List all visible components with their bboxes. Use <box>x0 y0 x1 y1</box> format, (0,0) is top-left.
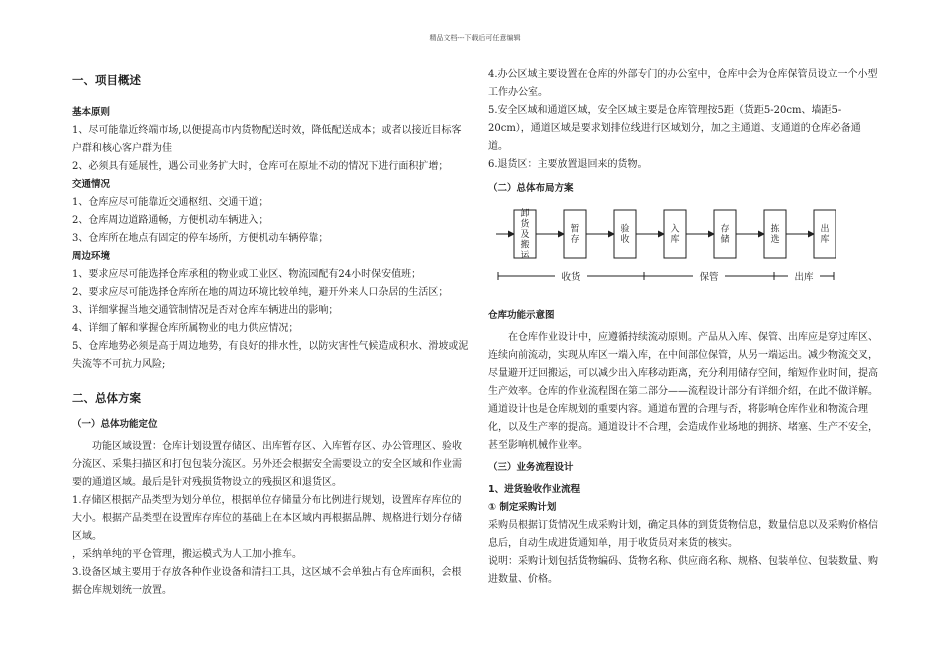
flow-1-title: 1、进货验收作业流程 <box>488 484 581 495</box>
flow-box-label: 运 <box>520 250 530 261</box>
env-item-5: 5、仓库地势必须是高于周边地势，有良好的排水性，以防灾害性气候造成积水、滑坡或泥失流等不可抗力风险; <box>72 341 469 370</box>
subsection-3-title: （三）业务流程设计 <box>488 462 574 473</box>
note-paragraph: 说明：采购计划包括货物编码、货物名称、供应商名称、规格、包装单位、包装数量、购进数量、价格。 <box>488 556 878 585</box>
phase-label: 保管 <box>699 272 719 283</box>
function-item-1: 1.存储区根据产品类型为划分单位，根据单位存储量分布比例进行规划，设置库存库位的大小。根据产品类型在设置库存库位的基础上在本区域内再根据品牌、规格进行划分存储区域。 <box>72 495 462 542</box>
flow-box-label: 搬 <box>520 240 530 251</box>
subsection-1-title: （一）总体功能定位 <box>72 419 158 430</box>
flow-box-label: 拣 <box>770 224 780 235</box>
diagram-caption: 仓库功能示意图 <box>488 310 555 321</box>
right-column <box>488 66 880 589</box>
flow-box-label: 及 <box>520 229 530 240</box>
function-item-3: 3.设备区域主要用于存放各种作业设备和清扫工具，这区域不会单独占有仓库面积，会根据仓库规划统一放置。 <box>72 567 462 596</box>
traffic-item-2: 2、仓库周边道路通畅，方便机动车辆进入； <box>72 215 269 226</box>
flow-box-label: 选 <box>770 235 780 245</box>
function-item-2: ，采纳单纯的平仓管理，搬运模式为人工加小推车。 <box>72 549 302 560</box>
section-2-title: 二、总体方案 <box>72 391 141 405</box>
flow-box-label: 入 <box>670 224 680 235</box>
flow-box-label: 出 <box>820 224 830 235</box>
flow-box-label: 存 <box>720 224 730 235</box>
environment-title: 周边环境 <box>72 251 111 262</box>
env-item-1: 1、要求应尽可能选择仓库承租的物业或工业区、物流园配有24小时保安值班； <box>72 269 422 280</box>
phase-label: 出库 <box>794 272 814 283</box>
flow-box-label: 存 <box>570 235 580 245</box>
purchase-paragraph: 采购员根据订货情况生成采购计划，确定具体的到货货物信息，数量信息以及采购价格信息后，自动生成进货通知单，用于收货员对来货的核实。 <box>488 520 878 549</box>
flow-box-label: 储 <box>720 235 730 245</box>
flow-box-label: 验 <box>620 224 630 235</box>
basic-item-2: 2、必须具有延展性，遇公司业务扩大时，仓库可在原址不动的情况下进行面积扩增； <box>72 161 449 172</box>
section-1-title: 一、项目概述 <box>72 73 141 87</box>
left-column <box>72 70 470 600</box>
env-item-4: 4、详细了解和掌握仓库所属物业的电力供应情况； <box>72 323 299 334</box>
traffic-item-1: 1、仓库应尽可能靠近交通枢纽、交通干道； <box>72 197 269 208</box>
flow-box-label: 收 <box>620 235 630 245</box>
function-item-4: 4.办公区域主要设置在仓库的外部专门的办公室中，仓库中会为仓库保管员设立一个小型工作办公室。 <box>488 69 878 98</box>
flow-box-label: 库 <box>670 235 680 245</box>
flow-box-label: 库 <box>820 235 830 245</box>
env-item-2: 2、要求应尽可能选择仓库所在地的周边环境比较单纯，避开外来人口杂居的生活区； <box>72 287 449 298</box>
phase-label: 收货 <box>561 272 581 283</box>
basic-principles-title: 基本原则 <box>72 107 111 118</box>
function-paragraph: 功能区域设置：仓库计划设置存储区、出库暂存区、入库暂存区、办公管理区、验收分流区、采集扫描区和打包包装分流区。另外还会根据安全需要设立的安全区域和作业需要的通道区域。最后是针对残损货物设立的残损区和退货区。 <box>72 441 462 488</box>
function-item-5: 5.安全区域和通道区域，安全区域主要是仓库管理按5距（货距5-20cm、墙距5-20cm），通道区域是要求划排位线进行区域划分，加之主通道、支通道的仓库必备通道。 <box>488 105 861 152</box>
warehouse-flow-diagram <box>496 204 836 299</box>
traffic-title: 交通情况 <box>72 179 111 190</box>
flow-1-subtitle: ① 制定采购计划 <box>488 502 557 513</box>
basic-item-1: 1、尽可能靠近终端市场,以便提高市内货物配送时效，降低配送成本；或者以接近目标客户群和核心客户群为佳 <box>72 125 462 154</box>
flow-diagram-svg <box>496 204 836 299</box>
env-item-3: 3、详细掌握当地交通管制情况是否对仓库车辆进出的影响； <box>72 305 339 316</box>
flow-box-label: 卸 <box>520 208 530 219</box>
traffic-item-3: 3、仓库所在地点有固定的停车场所，方便机动车辆停靠； <box>72 233 329 244</box>
layout-paragraph: 在仓库作业设计中，应遵循持续流动原则。产品从入库、保管、出库应是穿过库区、连续向前流动，实现从库区一端入库，在中间部位保管，从另一端运出。减少物流交叉，尽量避开迂回搬运，可以减少出入库移动距离，充分利用储存空间，缩短作业时间，提高生产效率。仓库的作业流程图在第二部分——流程设计部分有详细介绍，在此不做详解。通道设计也是仓库规划的重要内容。通道布置的合理与否，将影响仓库作业和物流合理化，以及生产率的提高。通道设计不合理，会造成作业场地的拥挤、堵塞、生产不安全，甚至影响机械作业率。 <box>488 332 878 451</box>
flow-box-label: 货 <box>520 219 530 230</box>
function-item-6: 6.退货区：主要放置退回来的货物。 <box>488 159 648 170</box>
page-header: 精品文档---下载后可任意编辑 <box>429 34 521 42</box>
subsection-2-title: （二）总体布局方案 <box>488 183 574 194</box>
flow-box-label: 暂 <box>570 224 580 235</box>
